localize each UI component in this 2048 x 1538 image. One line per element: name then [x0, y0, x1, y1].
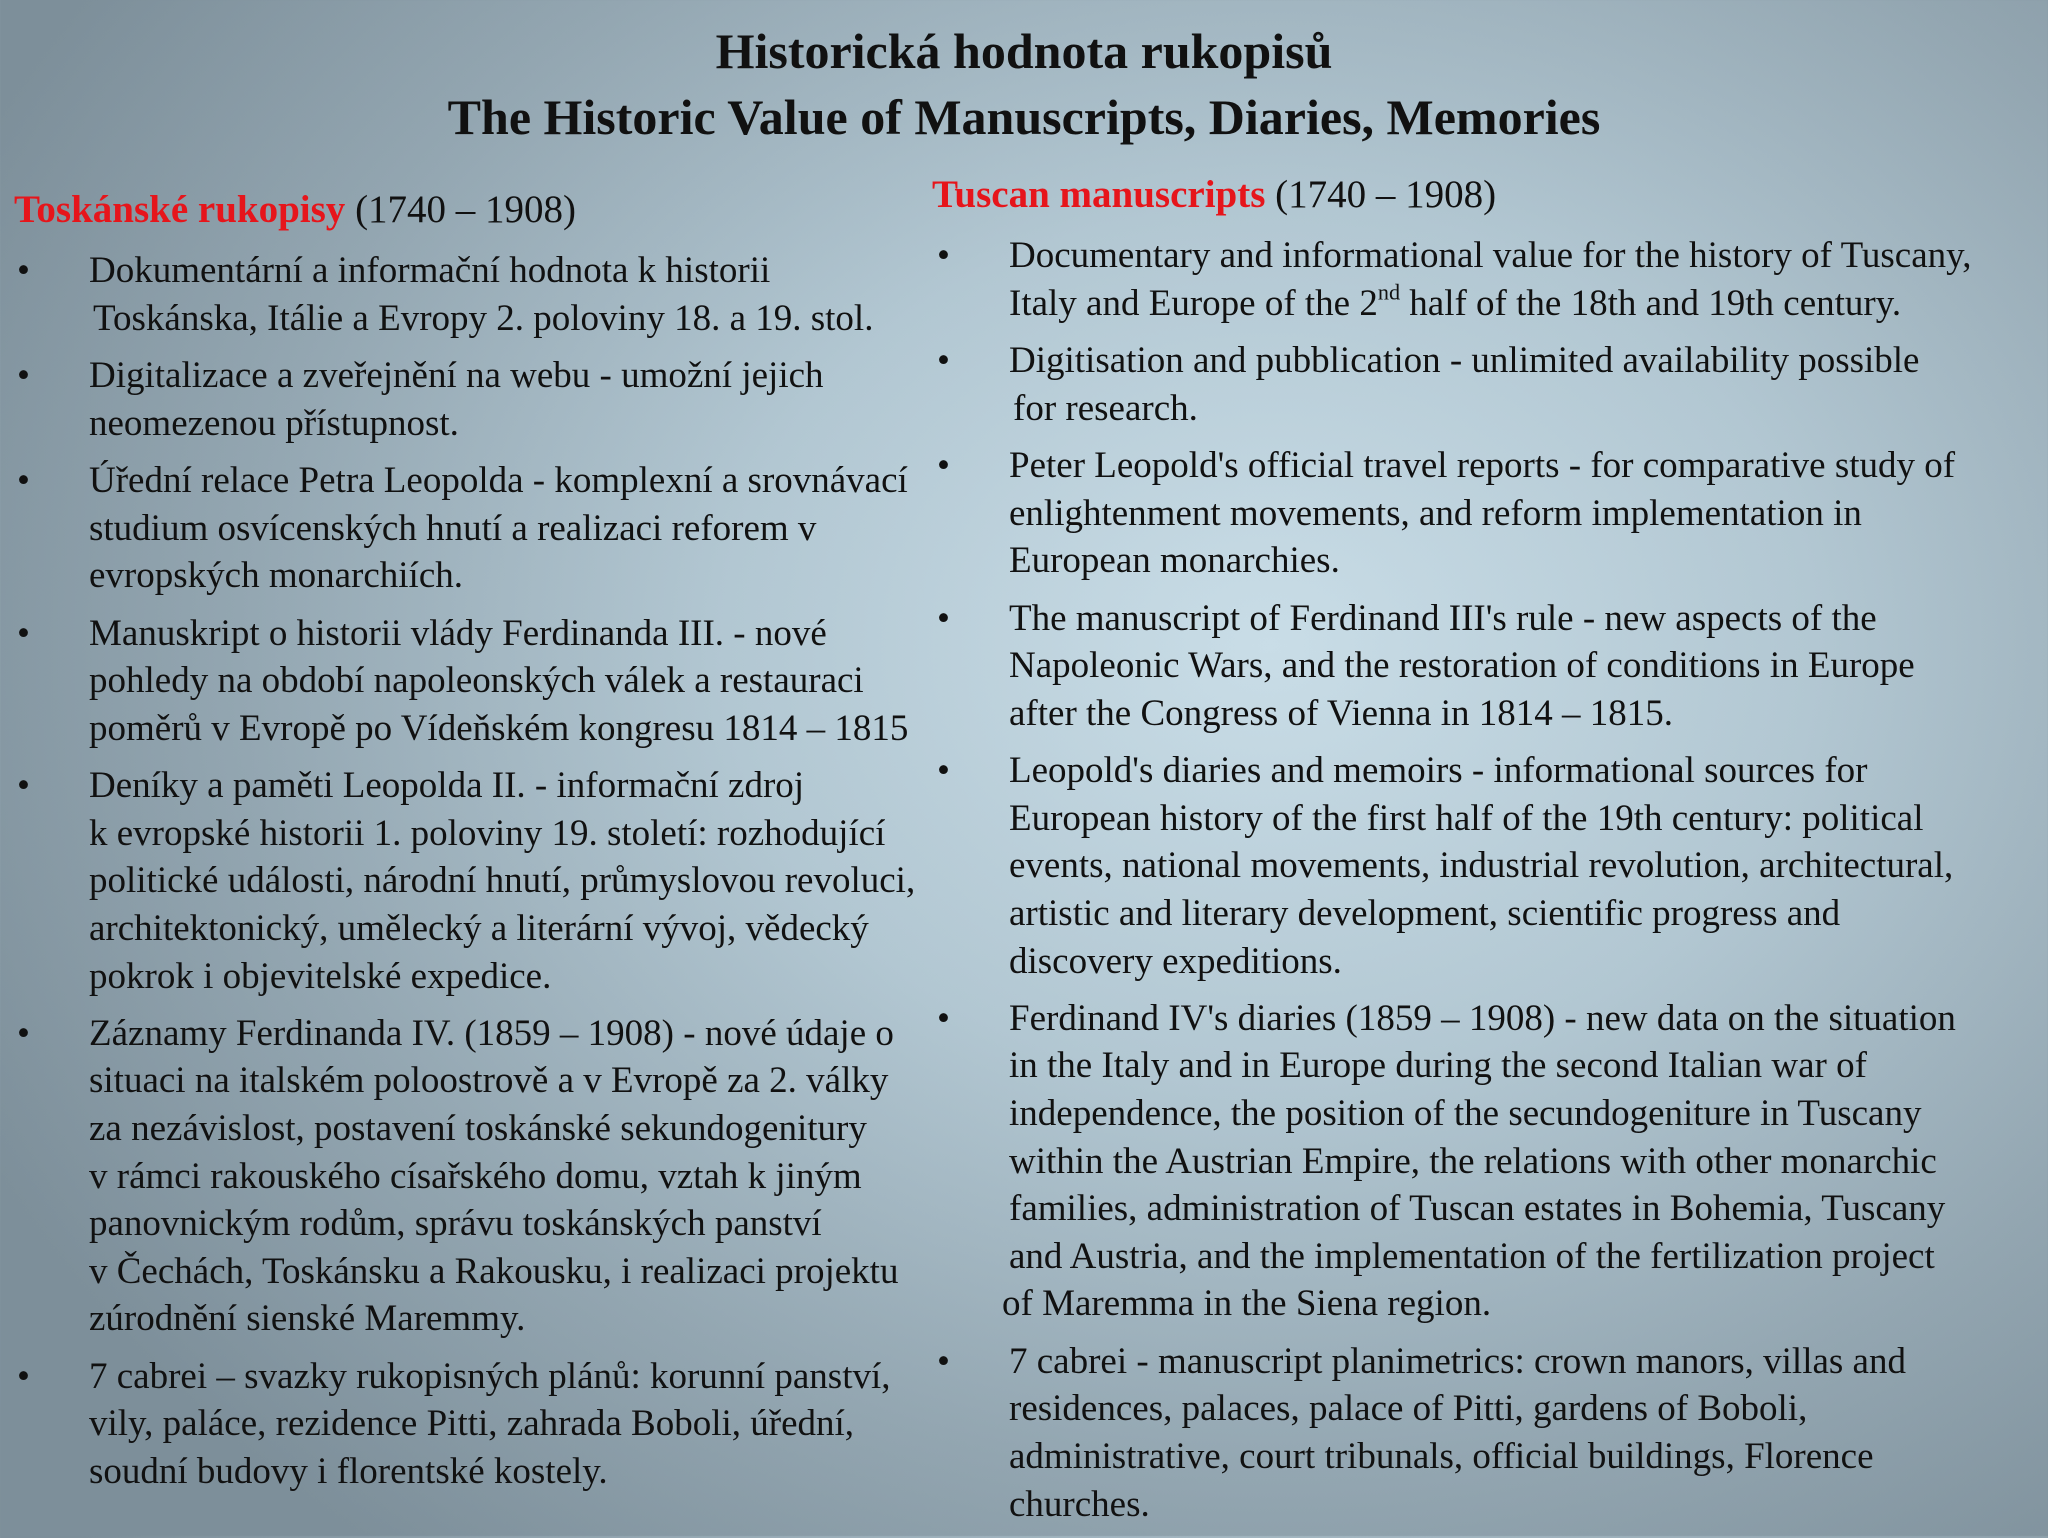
item-line: architektonický, umělecký a literární vývoj, vědecký	[89, 907, 869, 949]
left-section-heading	[14, 186, 576, 234]
item-line: discovery expeditions.	[1009, 940, 1342, 982]
bullet: •	[937, 235, 950, 276]
list-item	[12, 762, 915, 1000]
bullet: •	[937, 444, 950, 486]
list-item	[12, 457, 915, 600]
bullet: •	[17, 765, 30, 807]
item-line	[1009, 280, 1971, 328]
list-item	[932, 595, 1971, 738]
item-line: The manuscript of Ferdinand III's rule - new aspects of the	[1009, 597, 1877, 639]
list-item	[932, 1338, 1971, 1528]
bullet: •	[937, 997, 950, 1039]
bullet: •	[937, 1340, 950, 1382]
item-line: 7 cabrei – svazky rukopisných plánů: korunní panství,	[89, 1355, 891, 1397]
item-line: Napoleonic Wars, and the restoration of conditions in Europe	[1009, 645, 1915, 687]
item-line: European history of the first half of the 19th century: political	[1009, 797, 1924, 839]
item-line: Dokumentární a informační hodnota k historii	[89, 250, 771, 291]
item-line: European monarchies.	[1009, 540, 1340, 582]
list-item	[12, 1010, 915, 1343]
item-line: Digitisation and pubblication - unlimited availability possible	[1009, 339, 1920, 381]
bullet: •	[937, 597, 950, 639]
item-line: politické události, národní hnutí, průmyslovou revoluci,	[89, 860, 916, 902]
item-line: zúrodnění sienské Maremmy.	[89, 1298, 526, 1340]
item-line-part: half of the 18th and 19th century.	[1400, 282, 1902, 324]
list-item	[12, 247, 915, 342]
item-line: within the Austrian Empire, the relations with other monarchic	[1009, 1140, 1937, 1182]
list-item	[932, 995, 1971, 1328]
item-line: Digitalizace a zveřejnění na webu - umožní jejich	[89, 354, 824, 396]
item-line: v Čechách, Toskánsku a Rakousku, i realizaci projektu	[89, 1250, 899, 1292]
item-line: 7 cabrei - manuscript planimetrics: crown manors, villas and	[1009, 1340, 1906, 1382]
item-line: Manuskript o historii vlády Ferdinanda III. - nové	[89, 612, 827, 654]
item-line: after the Congress of Vienna in 1814 – 1815.	[1009, 692, 1673, 734]
item-line: studium osvícenských hnutí a realizaci reforem v	[89, 507, 817, 549]
item-line: situaci na italském poloostrově a v Evropě za 2. války	[89, 1060, 889, 1102]
left-column-czech	[12, 247, 915, 1505]
item-line: za nezávislost, postavení toskánské sekundogenitury	[89, 1108, 867, 1150]
bullet: •	[17, 459, 30, 501]
item-line: poměrů v Evropě po Vídeňském kongresu 1814 – 1815	[89, 707, 909, 749]
bullet: •	[17, 1012, 30, 1054]
list-item	[932, 232, 1971, 327]
item-line: Ferdinand IV's diaries (1859 – 1908) - new data on the situation	[1009, 997, 1956, 1039]
bullet: •	[17, 612, 30, 654]
bullet: •	[937, 750, 950, 792]
item-line: Záznamy Ferdinanda IV. (1859 – 1908) - nové údaje o	[89, 1012, 894, 1054]
right-heading-label: Tuscan manuscripts	[932, 173, 1266, 216]
item-line: of Maremma in the Siena region.	[1002, 1283, 1492, 1325]
item-line: soudní budovy i florentské kostely.	[89, 1451, 608, 1493]
item-line: pokrok i objevitelské expedice.	[89, 955, 552, 997]
bullet: •	[17, 1355, 30, 1397]
item-line: in the Italy and in Europe during the second Italian war of	[1009, 1045, 1867, 1087]
right-heading-years: (1740 – 1908)	[1265, 173, 1497, 216]
right-column-english	[932, 232, 1971, 1538]
item-line: v rámci rakouského císařského domu, vztah k jiným	[89, 1155, 862, 1197]
slide-title-czech: Historická hodnota rukopisů	[715, 23, 1333, 79]
item-line: Peter Leopold's official travel reports - for comparative study of	[1009, 444, 1956, 486]
item-line: vily, paláce, rezidence Pitti, zahrada Boboli, úřední,	[89, 1403, 855, 1445]
item-line: Leopold's diaries and memoirs - informational sources for	[1009, 750, 1868, 792]
item-line: residences, palaces, palace of Pitti, gardens of Boboli,	[1009, 1388, 1808, 1430]
item-line: k evropské historii 1. poloviny 19. století: rozhodující	[89, 812, 886, 854]
slide-title-english: The Historic Value of Manuscripts, Diaries, Memories	[447, 89, 1601, 145]
item-line: pohledy na období napoleonských válek a restauraci	[89, 660, 864, 702]
item-line: neomezenou přístupnost.	[89, 402, 459, 444]
item-line: enlightenment movements, and reform implementation in	[1009, 492, 1862, 534]
item-line: families, administration of Tuscan estates in Bohemia, Tuscany	[1009, 1188, 1946, 1230]
item-line: for research.	[1013, 387, 1198, 429]
right-section-heading	[932, 171, 1496, 219]
item-line: Deníky a paměti Leopolda II. - informační zdroj	[89, 765, 805, 807]
item-line: Toskánska, Itálie a Evropy 2. poloviny 18. a 19. stol.	[93, 297, 874, 339]
left-heading-label: Toskánské rukopisy	[14, 188, 346, 231]
item-line: artistic and literary development, scientific progress and	[1009, 892, 1841, 934]
list-item	[12, 610, 915, 753]
bullet: •	[937, 339, 950, 381]
item-line: evropských monarchiích.	[89, 555, 463, 597]
item-line: administrative, court tribunals, official buildings, Florence	[1009, 1436, 1874, 1478]
list-item	[932, 747, 1971, 985]
bullet: •	[17, 250, 30, 291]
bullet: •	[17, 354, 30, 396]
left-heading-years: (1740 – 1908)	[345, 188, 577, 231]
item-line: panovnickým rodům, správu toskánských panství	[89, 1203, 822, 1245]
list-item	[12, 352, 915, 447]
item-line: churches.	[1009, 1483, 1150, 1525]
item-line: Documentary and informational value for the history of Tuscany,	[1009, 235, 1972, 276]
list-item	[932, 442, 1971, 585]
item-line: events, national movements, industrial revolution, architectural,	[1009, 845, 1954, 887]
item-line: and Austria, and the implementation of the fertilization project	[1009, 1235, 1935, 1277]
item-line: Úřední relace Petra Leopolda - komplexní a srovnávací	[89, 459, 908, 501]
item-line: independence, the position of the secundogeniture in Tuscany	[1009, 1093, 1922, 1135]
list-item	[932, 337, 1971, 432]
superscript-ordinal: nd	[1377, 279, 1401, 305]
list-item	[12, 1353, 915, 1496]
item-line-part: Italy and Europe of the 2	[1009, 282, 1378, 324]
